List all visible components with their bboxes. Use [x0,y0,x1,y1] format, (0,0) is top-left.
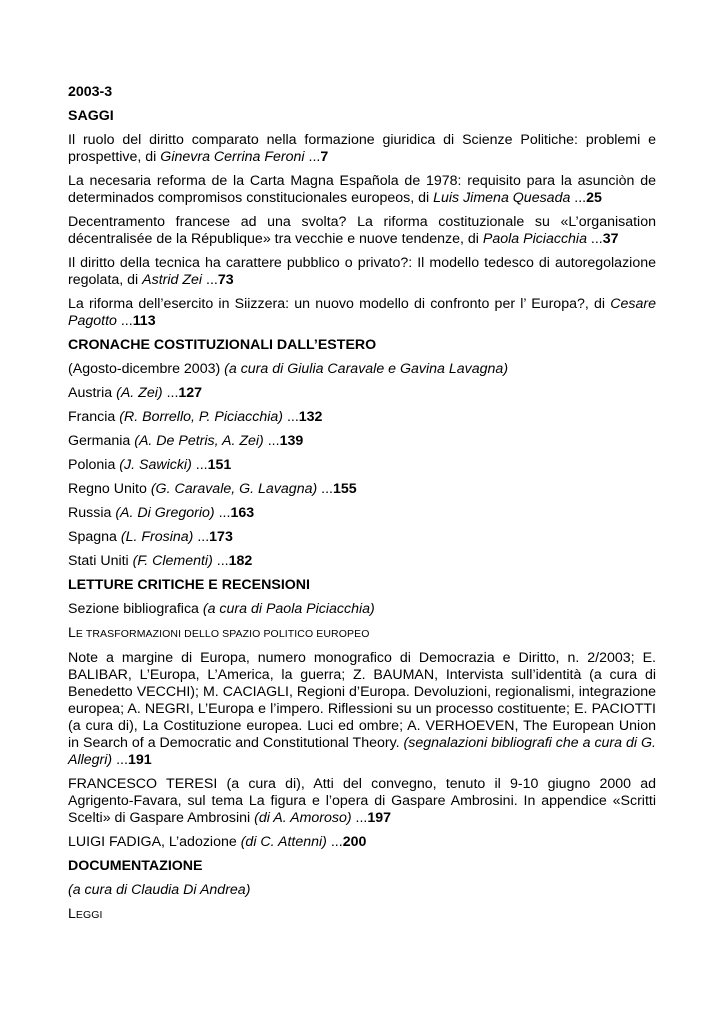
country-entry [68,457,656,474]
section-heading-cronache: CRONACHE COSTITUZIONALI DALL’ESTERO [68,337,377,353]
page-number: 127 [178,385,203,401]
table-of-contents [68,84,656,931]
page-leader: ... [116,313,133,329]
country-name: Spagna [68,529,121,545]
leggi-rest: EGGI [75,909,103,921]
page-leader: ... [351,810,368,826]
cronache-period: (Agosto-dicembre 2003) [68,361,225,377]
page-number: 113 [132,313,156,329]
page-leader: ... [112,752,128,768]
country-entry [68,409,656,426]
documentazione-curator: (a cura di Claudia Di Andrea) [68,882,251,898]
country-entry [68,505,656,522]
page-leader: ... [263,433,280,449]
page-number: 197 [367,810,392,826]
page-leader: ... [304,149,321,165]
essay-entry [68,132,656,166]
leggi-initial: L [68,906,76,922]
page-leader: ... [162,385,179,401]
page-number: 173 [209,529,233,545]
review-entry [68,650,656,769]
country-entry [68,529,656,546]
page-number: 25 [586,190,602,206]
country-name: Russia [68,505,116,521]
page-number: 139 [279,433,304,449]
country-name: Germania [68,433,135,449]
issue-number: 2003-3 [68,84,113,100]
essay-author: Astrid Zei [142,272,203,288]
country-authors: (R. Borrello, P. Piciacchia) [119,409,283,425]
essay-entry [68,173,656,207]
country-authors: (L. Frosina) [120,529,194,545]
section-heading-documentazione: DOCUMENTAZIONE [68,858,203,874]
sezione-label: Sezione bibliografica [68,601,203,617]
country-authors: (A. De Petris, A. Zei) [134,433,264,449]
review-curator: (segnalazioni bibliografi che a cura di G. Allegri) [68,735,656,768]
section-heading-saggi: SAGGI [68,108,114,124]
page-leader: ... [586,231,603,247]
country-authors: (J. Sawicki) [119,457,192,473]
page-number: 37 [602,231,619,247]
subsection-rest: E TRASFORMAZIONI DELLO SPAZIO POLITICO EUROPEO [75,628,370,640]
page-number: 132 [298,409,323,425]
essay-entry [68,255,656,289]
country-name: Polonia [68,457,120,473]
page-number: 73 [217,272,234,288]
page-leader: ... [317,481,333,497]
page-number: 200 [342,834,367,850]
essay-author: Luis Jimena Quesada [433,190,571,206]
page-number: 191 [127,752,152,768]
country-entry [68,385,656,402]
country-entry [68,553,656,570]
essay-entry [68,296,656,330]
essay-title: Decentramento francese ad una svolta? La riforma costituzionale su «L’organisation décentralisée de la République» tra vecchie e nuove tendenze, di [68,214,656,247]
essay-author: Ginevra Cerrina Feroni [160,149,305,165]
country-authors: (A. Zei) [116,385,163,401]
country-name: Austria [68,385,117,401]
country-authors: (G. Caravale, G. Lavagna) [150,481,318,497]
page-leader: ... [191,457,208,473]
review-curator: (di A. Amoroso) [254,810,352,826]
essay-entry [68,214,656,248]
page-number: 182 [228,553,253,569]
essay-author: Paola Piciacchia [482,231,587,247]
section-heading-letture: LETTURE CRITICHE E RECENSIONI [68,577,310,593]
essay-title: Il ruolo del diritto comparato nella formazione giuridica di Scienze Politiche: problemi e prospettive, di [68,132,656,165]
page-number: 151 [207,457,232,473]
essay-title: La necesaria reforma de la Carta Magna Española de 1978: requisito para la asunciòn de determinados compromisos constitucionales europeos, di [68,173,656,206]
subsection-initial: L [68,625,76,641]
review-curator: (di C. Attenni) [240,834,327,850]
page-number: 155 [332,481,357,497]
country-entry [68,433,656,450]
essay-title: La riforma dell’esercito in Siizzera: un nuovo modello di confronto per l’ Europa?, di [68,296,611,312]
page-leader: ... [193,529,210,545]
review-text: LUIGI FADIGA, L’adozione [68,834,241,850]
sezione-bibliografica [68,601,656,618]
page-number: 163 [230,505,255,521]
page-leader: ... [326,834,343,850]
page-leader: ... [202,272,218,288]
page-leader: ... [570,190,587,206]
subsection-leggi [68,906,656,924]
page-number: 7 [320,149,329,165]
country-name: Francia [68,409,120,425]
essay-author: Cesare Pagotto [68,296,656,329]
country-name: Regno Unito [68,481,151,497]
page-leader: ... [212,553,229,569]
page-leader: ... [283,409,299,425]
subsection-title [68,625,656,643]
country-entry [68,481,656,498]
review-text: FRANCESCO TERESI (a cura di), Atti del convegno, tenuto il 9-10 giugno 2000 ad Agrigento-Favara, sul tema La figura e l’opera di Gaspare Ambrosini. In appendice «Scritti Scelti» di Gaspare Ambrosini [68,776,656,826]
country-authors: (A. Di Gregorio) [115,505,215,521]
review-entry [68,834,656,851]
country-name: Stati Uniti [68,553,133,569]
country-authors: (F. Clementi) [132,553,213,569]
sezione-curator: (a cura di Paola Piciacchia) [202,601,375,617]
page-leader: ... [214,505,231,521]
cronache-curators: (a cura di Giulia Caravale e Gavina Lavagna) [224,361,509,377]
cronache-intro [68,361,656,378]
essay-title: Il diritto della tecnica ha carattere pubblico o privato?: Il modello tedesco di autoregolazione regolata, di [68,255,656,288]
review-text: Note a margine di Europa, numero monografico di Democrazia e Diritto, n. 2/2003; E. BALIBAR, L’Europa, L’America, la guerra; Z. BAUMAN, Intervista sull’identità (a cura di Benedetto VECCHI); M. CACIAGLI, Regioni d’Europa. Devoluzioni, regionalismi, integrazione europea; A. NEGRI, L’Europa e l’impero. Riflessioni su un processo costituente; E. PACIOTTI (a cura di), La Costituzione europea. Luci ed ombre; A. VERHOEVEN, The European Union in Search of a Democratic and Constitutional Theory. [68,650,656,751]
review-entry [68,776,656,827]
